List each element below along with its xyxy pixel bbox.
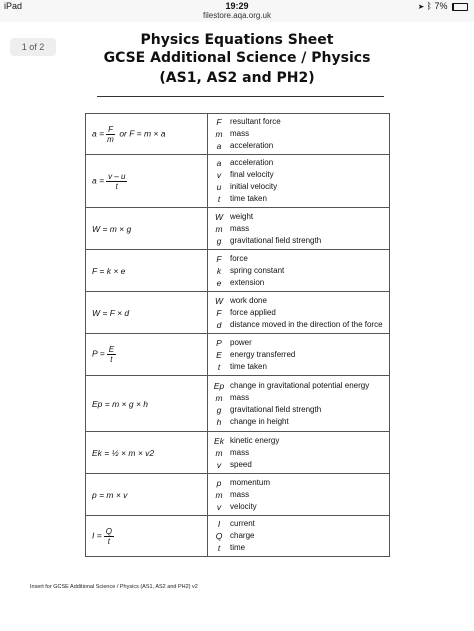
definition-line <box>208 307 389 319</box>
symbol-meaning: gravitational field strength <box>230 404 322 414</box>
status-bar <box>0 0 474 22</box>
fraction-denominator: t <box>107 536 110 546</box>
fraction-denominator: t <box>115 181 118 191</box>
doc-footer: Insert for GCSE Additional Science / Physics (AS1, AS2 and PH2) v2 <box>30 584 198 590</box>
symbol-meaning: spring constant <box>230 265 285 275</box>
symbol-meaning: acceleration <box>230 158 274 167</box>
equation-cell <box>86 474 208 516</box>
symbol-meaning: kinetic energy <box>230 435 280 445</box>
symbol: m <box>215 129 223 139</box>
equation-cell <box>86 208 208 250</box>
definition-line <box>208 157 389 169</box>
symbol: F <box>216 253 222 264</box>
symbol: v <box>216 170 222 180</box>
equation-row <box>86 208 390 250</box>
symbol: Ep <box>213 380 225 391</box>
page-indicator: 1 of 2 <box>10 38 56 56</box>
equation-cell <box>86 432 208 474</box>
symbol: a <box>216 141 222 151</box>
symbol: m <box>215 447 223 458</box>
definition-line <box>208 235 389 247</box>
device-label: iPad <box>4 1 23 11</box>
equation-row <box>86 376 390 432</box>
definition-line <box>208 337 389 349</box>
fraction-numerator: v – u <box>108 171 126 181</box>
definition-line <box>208 349 389 361</box>
equation-cell <box>86 516 208 557</box>
symbol-meaning: resultant force <box>230 117 281 126</box>
symbol: g <box>216 235 222 246</box>
symbol: F <box>216 117 222 127</box>
fraction-denominator: t <box>110 355 113 364</box>
equation-fraction <box>104 527 114 546</box>
symbol: W <box>214 295 224 306</box>
equation-row <box>86 155 390 208</box>
symbol: h <box>216 416 222 427</box>
definitions-cell <box>208 516 390 557</box>
definitions-cell <box>208 155 390 208</box>
equation-cell <box>86 334 208 376</box>
equation-text: F = k × e <box>92 265 126 276</box>
doc-title: Physics Equations Sheet <box>140 32 334 48</box>
equation-row <box>86 114 390 155</box>
symbol-meaning: mass <box>230 129 250 138</box>
definition-line <box>208 116 389 128</box>
symbol: t <box>217 543 221 553</box>
definition-line <box>208 416 389 428</box>
symbol-meaning: speed <box>230 459 252 469</box>
symbol: p <box>216 477 222 488</box>
definition-line <box>208 404 389 416</box>
battery-icon <box>452 3 468 11</box>
symbol-meaning: change in height <box>230 416 289 426</box>
symbol-meaning: energy transferred <box>230 349 296 359</box>
equation-row <box>86 334 390 376</box>
symbol-meaning: work done <box>230 295 267 305</box>
symbol-meaning: acceleration <box>230 141 274 150</box>
definition-line <box>208 211 389 223</box>
definition-line <box>208 140 389 152</box>
equation-fraction <box>107 345 116 364</box>
equation-fraction <box>106 125 115 144</box>
definition-line <box>208 392 389 404</box>
definition-line <box>208 319 389 331</box>
symbol: t <box>217 194 221 204</box>
symbol-meaning: force applied <box>230 307 276 317</box>
equation-cell <box>86 114 208 155</box>
equation-text: Ek = ½ × m × v2 <box>92 447 155 458</box>
equation-row <box>86 432 390 474</box>
definition-line <box>208 128 389 140</box>
symbol: a <box>216 158 222 168</box>
fraction-numerator: F <box>108 124 113 134</box>
symbol: W <box>214 211 224 222</box>
definition-line <box>208 477 389 489</box>
symbol-meaning: mass <box>230 223 250 233</box>
definitions-cell <box>208 250 390 292</box>
equation-cell <box>86 155 208 208</box>
bluetooth-icon: ᛒ <box>426 1 432 11</box>
battery-indicator <box>419 1 468 11</box>
definition-line <box>208 361 389 373</box>
definition-line <box>208 277 389 289</box>
symbol-meaning: change in gravitational potential energy <box>230 380 370 390</box>
definition-line <box>208 295 389 307</box>
symbol: v <box>216 501 222 512</box>
symbol-meaning: power <box>230 337 252 347</box>
equation-row <box>86 250 390 292</box>
symbol-meaning: mass <box>230 447 250 457</box>
symbol: t <box>217 361 221 372</box>
symbol: I <box>217 519 221 529</box>
symbol: u <box>216 182 222 192</box>
symbol-meaning: distance moved in the direction of the force <box>230 319 383 329</box>
location-icon: ➤ <box>418 1 425 11</box>
equations-table <box>85 113 390 557</box>
battery-percent: 7% <box>434 1 448 11</box>
symbol-meaning: time taken <box>230 361 267 371</box>
symbol: d <box>216 319 222 330</box>
definitions-cell <box>208 114 390 155</box>
definition-line <box>208 169 389 181</box>
fraction-numerator: Q <box>105 526 112 536</box>
equation-text: W = m × g <box>92 223 132 234</box>
equation-cell <box>86 250 208 292</box>
symbol: m <box>215 223 223 234</box>
symbol-meaning: charge <box>230 531 255 540</box>
symbol-meaning: weight <box>230 211 254 221</box>
symbol-meaning: time <box>230 543 246 552</box>
symbol: Ek <box>214 435 224 446</box>
symbol-meaning: mass <box>230 392 250 402</box>
definition-line <box>208 253 389 265</box>
symbol-meaning: extension <box>230 277 265 287</box>
definition-line <box>208 542 389 554</box>
definition-line <box>208 489 389 501</box>
equation-fraction <box>106 172 127 191</box>
symbol: m <box>215 489 223 500</box>
definitions-cell <box>208 292 390 334</box>
equation-row <box>86 516 390 557</box>
definition-line <box>208 459 389 471</box>
doc-subtitle: GCSE Additional Science / Physics <box>103 50 371 66</box>
symbol: E <box>216 349 222 360</box>
url-label[interactable]: filestore.aqa.org.uk <box>202 11 272 20</box>
symbol-meaning: initial velocity <box>230 182 278 191</box>
symbol-meaning: time taken <box>230 194 267 203</box>
definition-line <box>208 530 389 542</box>
symbol-meaning: current <box>230 519 255 528</box>
symbol: m <box>215 392 223 403</box>
definition-line <box>208 501 389 513</box>
definition-line <box>208 265 389 277</box>
definitions-cell <box>208 432 390 474</box>
definition-line <box>208 223 389 235</box>
equation-row <box>86 474 390 516</box>
symbol: P <box>216 337 222 348</box>
equation-text: Ep = m × g × h <box>92 398 148 409</box>
symbol-meaning: momentum <box>230 477 271 487</box>
symbol: g <box>216 404 222 415</box>
symbol-meaning: gravitational field strength <box>230 235 322 245</box>
symbol: k <box>216 265 222 276</box>
definition-line <box>208 518 389 530</box>
status-time: 19:29 <box>225 1 249 11</box>
fraction-numerator: E <box>108 345 115 354</box>
definitions-cell <box>208 334 390 376</box>
symbol-meaning: velocity <box>230 501 257 511</box>
definitions-cell <box>208 474 390 516</box>
symbol-meaning: final velocity <box>230 170 274 179</box>
symbol: v <box>216 459 222 470</box>
definition-line <box>208 193 389 205</box>
equation-row <box>86 292 390 334</box>
symbol: F <box>216 307 222 318</box>
doc-subtitle-2: (AS1, AS2 and PH2) <box>159 70 315 86</box>
equation-text: W = F × d <box>92 307 130 318</box>
fraction-denominator: m <box>107 134 114 144</box>
equation-lhs: a = <box>92 175 105 186</box>
equation-cell <box>86 376 208 432</box>
symbol-meaning: force <box>230 253 248 263</box>
equation-cell <box>86 292 208 334</box>
definitions-cell <box>208 208 390 250</box>
equation-text: p = m × v <box>92 489 128 500</box>
equation-lhs: a = <box>92 128 105 139</box>
definition-line <box>208 181 389 193</box>
symbol: Q <box>215 531 223 541</box>
equation-alt: or F = m × a <box>116 128 166 139</box>
symbol-meaning: mass <box>230 489 250 499</box>
equation-lhs: P = <box>92 348 105 359</box>
equation-lhs: I = <box>92 530 102 541</box>
definition-line <box>208 435 389 447</box>
definitions-cell <box>208 376 390 432</box>
symbol: e <box>216 277 222 288</box>
title-divider <box>97 96 384 97</box>
definition-line <box>208 380 389 392</box>
definition-line <box>208 447 389 459</box>
